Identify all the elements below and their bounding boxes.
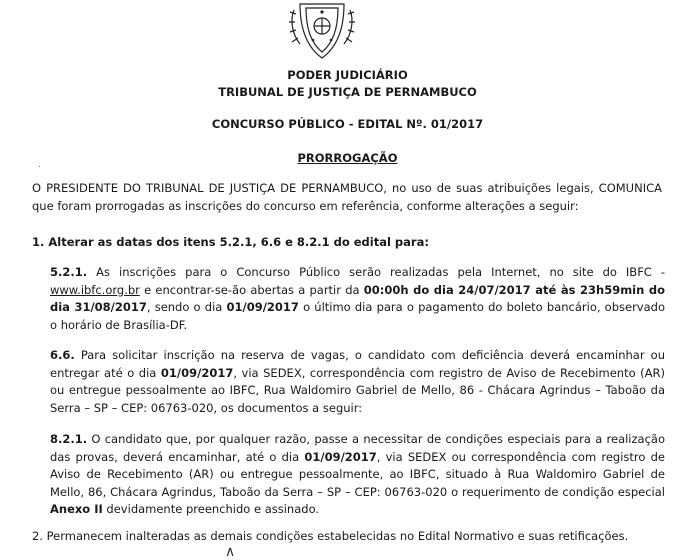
text-segment: , via SEDEX ou correspondência com registro de Aviso de Recebimento (AR) ou entregue pessoalmente, ao IBFC, situado à Rua Waldomiro Gabriel de Mello, 86, Chácara Agrindus, Taboão da Serra – SP – CEP: 06763-020 o requerimento de condição especial [50,449,665,499]
text-segment: e encontrar-se-ão abertas a partir da [139,282,364,297]
section-8-2-1 [50,431,665,519]
registration-period: 00:00h do dia 24/07/2017 até às 23h59min do dia 31/08/2017 [50,282,666,314]
caret-mark-icon: ∧ [225,544,236,560]
payment-deadline: 01/09/2017 [226,300,299,314]
item-2-paragraph: 2. Permanecem inalteradas as demais condições estabelecidas no Edital Normativo e suas retificações. [32,529,629,543]
margin-dot: . [38,160,41,170]
deadline-date: 01/09/2017 [304,449,377,464]
section-number: 6.6. [50,348,75,362]
header-court-branch: PODER JUDICIÁRIO [287,68,408,82]
header-contest-title: CONCURSO PÚBLICO - EDITAL Nº. 01/2017 [211,117,484,131]
ibfc-link[interactable]: www.ibfc.org.br [50,282,140,297]
header-extension-title: PRORROGAÇÃO [297,151,398,165]
text-segment: Para solicitar inscrição na reserva de vagas, o candidato com deficiência deverá encaminhar ou entregar até o dia [50,348,665,380]
text-segment: devidamente preenchido e assinado. [102,502,320,516]
header-court-name: TRIBUNAL DE JUSTIÇA DE PERNAMBUCO [218,85,477,99]
text-segment: , via SEDEX, correspondência com registro de Aviso de Recebimento (AR) ou entregue pessoalmente ao IBFC, Rua Waldomiro Gabriel de Mello, 86 - Chácara Agrindus – Taboão da Serra – SP – CEP: 06763-020, os documentos a seguir: [50,365,665,415]
intro-paragraph: O PRESIDENTE DO TRIBUNAL DE JUSTIÇA DE PERNAMBUCO, no uso de suas atribuições legais, COMUNICA que foram prorrogadas as inscrições do concurso em referência, conforme alterações a seguir: [32,181,662,213]
text-segment: As inscrições para o Concurso Público serão realizadas pela Internet, no site do IBFC - [87,265,665,279]
section-6-6 [50,347,665,417]
text-segment: , sendo o dia [146,300,227,314]
text-segment: o último dia para o pagamento do boleto bancário, observado o horário de Brasília-DF. [50,300,665,332]
section-5-2-1 [50,264,665,334]
section-number: 8.2.1. [50,432,88,446]
deadline-date: 01/09/2017 [160,365,234,380]
section-number: 5.2.1. [50,265,88,279]
item-1-heading: 1. Alterar as datas dos itens 5.2.1, 6.6 e 8.2.1 do edital para: [32,235,429,249]
annex-reference: Anexo II [50,502,103,516]
text-segment: O candidato que, por qualquer razão, passe a necessitar de condições especiais para a realização das provas, deverá encaminhar, até o dia [50,432,665,464]
coat-of-arms-seal [286,0,358,62]
